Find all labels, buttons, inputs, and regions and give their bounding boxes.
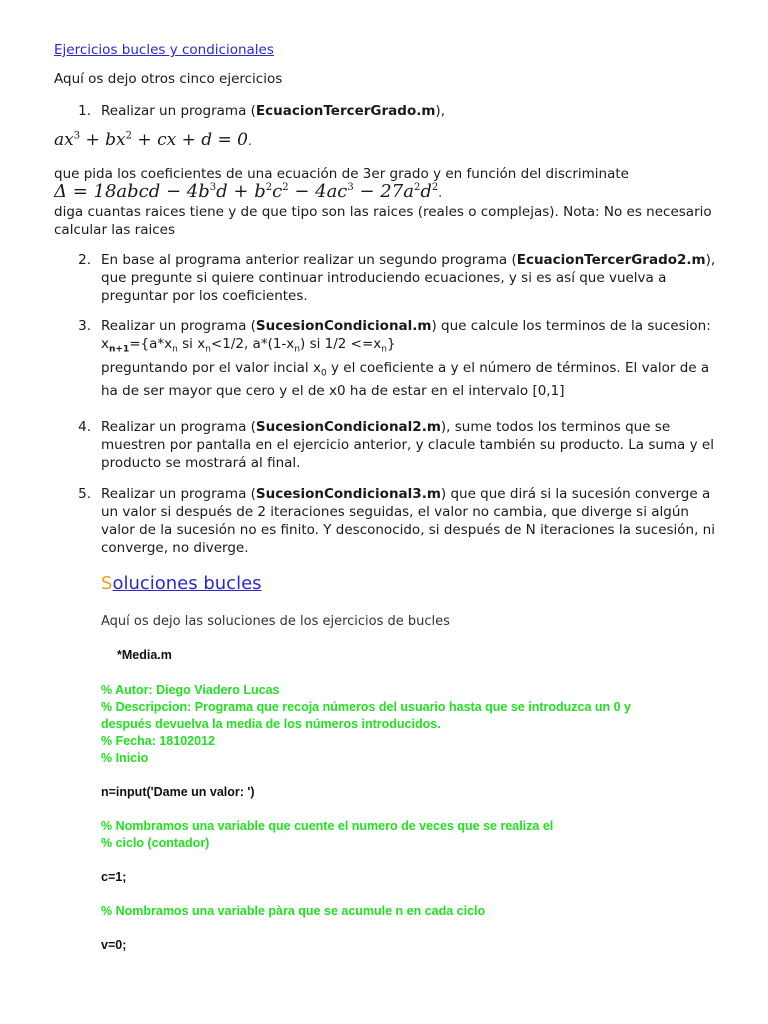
exercise-2-number: 2.	[78, 252, 91, 268]
code-line-c: c=1;	[101, 870, 127, 884]
code-comment-description-cont: después devuelva la media de los números introducidos.	[101, 717, 441, 731]
solutions-intro: Aquí os dejo las soluciones de los ejercicios de bucles	[101, 614, 450, 629]
sequence-formula: $x_{n+1}=\{a*x_n$ si $x_n<1/2$, $a*(1-x_n)$ si $1/2 <=x_n$}	[101, 336, 396, 355]
intro-text: Aquí os dejo otros cinco ejercicios	[54, 71, 283, 87]
exercise-5-text: Realizar un programa (SucesionCondicional3.m) que que dirá si la sucesión converge a un valor si después de 2 iteraciones seguidas, el valor no cambia, que diverge si algún valor de la sucesión no es finito. Y desconocido, si después de N iteraciones la sucesión, ni converge, no diverge.	[101, 486, 715, 556]
title-link[interactable]: Ejercicios bucles y condicionales	[54, 42, 274, 58]
code-line-v: v=0;	[101, 938, 127, 952]
discriminant-formula: Δ = 18abcd − $4b^3d + b^2c^2 - 4ac^3 - 27a^2d^2$.	[54, 181, 443, 202]
exercise-1-note: diga cuantas raices tiene y de que tipo son las raices (reales o complejas). Nota: No es necesario calcular las raices	[54, 204, 712, 238]
code-comment-date: % Fecha: 18102012	[101, 734, 215, 748]
exercise-1-text: Realizar un programa (EcuacionTercerGrado.m),	[101, 103, 445, 119]
exercise-5-number: 5.	[78, 486, 91, 502]
exercise-4-number: 4.	[78, 419, 91, 435]
code-comment-author: % Autor: Diego Viadero Lucas	[101, 683, 280, 697]
exercise-3-tail: preguntando por el valor incial $x_0$ y el coeficiente a y el número de términos. El valor de a ha de ser mayor que cero y el de x0 ha de estar en el intervalo [0,1]	[101, 359, 710, 400]
code-comment-description: % Descripcion: Programa que recoja números del usuario hasta que se introduzca un 0 y	[101, 700, 632, 714]
exercise-1-number: 1.	[78, 103, 91, 119]
exercise-4-text: Realizar un programa (SucesionCondicional2.m), sume todos los terminos que se muestren por pantalla en el ejercicio anterior, y clacule también su producto. La suma y el producto se mostrará al final.	[101, 419, 714, 471]
file-name-label: *Media.m	[117, 648, 172, 662]
code-comment-counter: % Nombramos una variable que cuente el numero de veces que se realiza el	[101, 819, 554, 833]
cubic-equation: $ax^3 + bx^2$ + cx + d = 0.	[54, 130, 252, 150]
exercise-1-description: que pida los coeficientes de una ecuación de 3er grado y en función del discriminate	[54, 166, 629, 182]
code-comment-accumulator: % Nombramos una variable pàra que se acumule n en cada ciclo	[101, 904, 486, 918]
code-line-input: n=input('Dame un valor: ')	[101, 785, 255, 799]
solutions-heading[interactable]: Soluciones bucles	[101, 573, 262, 594]
exercise-3-text: Realizar un programa (SucesionCondicional.m) que calcule los terminos de la sucesion: $x_{n+1}=\{a*x_n$ si $x_n<1/2$, $a*(1-x_n)$ si $1/2 <=x_n$} preguntando por el valor incial $x_0$ y el coeficiente a y el número de términos. El valor de a ha de ser mayor que cero y el de x0 ha de estar en el intervalo [0,1]	[101, 317, 721, 400]
exercise-3-number: 3.	[78, 318, 91, 334]
code-comment-start: % Inicio	[101, 751, 149, 765]
exercise-2-text: En base al programa anterior realizar un segundo programa (EcuacionTercerGrado2.m), que pregunte si quiere continuar introduciendo ecuaciones, y si es así que vuelva a preguntar por los coeficientes.	[101, 252, 716, 304]
code-comment-counter-cont: % ciclo (contador)	[101, 836, 210, 850]
